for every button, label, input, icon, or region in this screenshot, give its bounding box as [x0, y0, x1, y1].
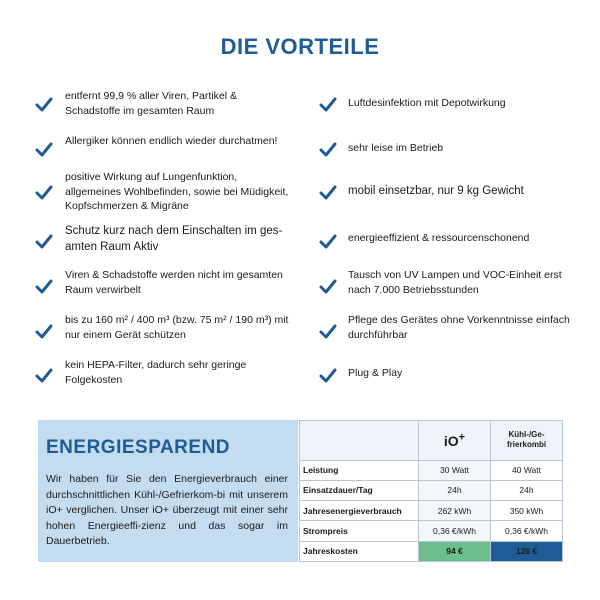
- io-value: 0,36 €/kWh: [419, 521, 491, 541]
- benefit-text: Viren & Schadstoffe werden nicht im gesamten Raum verwirbelt: [65, 269, 283, 296]
- checkmark-icon: [34, 183, 54, 203]
- io-plus-logo: iO+: [443, 431, 466, 450]
- row-label: Jahresenergieverbrauch: [300, 501, 419, 521]
- checkmark-icon: [34, 366, 54, 386]
- energy-info-box: [38, 420, 298, 562]
- benefit-text: Allergiker können endlich wieder durchatmen!: [65, 135, 278, 147]
- energy-description: Wir haben für Sie den Energieverbrauch einer durchschnittlichen Kühl-/Gefrierkom-bi mit unserem iO+ verglichen. Unser iO+ überzeugt mit einer sehr hohen Energieeffi-zienz und das sogar im Dauerbetrieb.: [46, 473, 288, 547]
- benefit-text: Tausch von UV Lampen und VOC-Einheit erst nach 7.000 Betriebsstunden: [348, 269, 562, 296]
- io-value: 30 Watt: [419, 460, 491, 480]
- table-row: [300, 480, 563, 500]
- page-title: DIE VORTEILE: [220, 34, 380, 59]
- benefit-text: entfernt 99,9 % aller Viren, Partikel & Schadstoffe im gesamten Raum: [65, 90, 237, 117]
- benefit-text: sehr leise im Betrieb: [348, 142, 444, 154]
- benefit-text: positive Wirkung auf Lungenfunktion, allgemeines Wohlbefinden, sowie bei Müdigkeit, Kopfschmerzen & Migräne: [65, 171, 289, 212]
- checkmark-icon: [34, 95, 54, 115]
- row-label: Leistung: [300, 460, 419, 480]
- benefit-text: Pflege des Gerätes ohne Vorkenntnisse einfach durchführbar: [348, 314, 570, 341]
- checkmark-icon: [318, 232, 338, 252]
- benefit-text: bis zu 160 m² / 400 m³ (bzw. 75 m² / 190 m³) mit nur einem Gerät schützen: [65, 314, 289, 341]
- benefit-text: Plug & Play: [348, 367, 403, 379]
- checkmark-icon: [318, 95, 338, 115]
- checkmark-icon: [34, 232, 54, 252]
- table-row: [300, 460, 563, 480]
- io-value: 262 kWh: [419, 501, 491, 521]
- column-header-io: [419, 421, 491, 461]
- table-row: [300, 521, 563, 541]
- combo-value: 24h: [491, 480, 563, 500]
- benefit-text: Luftdesinfektion mit Depotwirkung: [348, 97, 506, 109]
- combo-cost: 126 €: [491, 541, 563, 561]
- checkmark-icon: [318, 366, 338, 386]
- energy-title: ENERGIESPAREND: [46, 437, 231, 458]
- combo-value: 350 kWh: [491, 501, 563, 521]
- combo-value: 40 Watt: [491, 460, 563, 480]
- table-header-row: [300, 421, 563, 461]
- checkmark-icon: [34, 140, 54, 160]
- checkmark-icon: [318, 140, 338, 160]
- table-row: [300, 501, 563, 521]
- column-header-combo: Kühl-/Ge-frierkombi: [491, 421, 563, 461]
- checkmark-icon: [318, 183, 338, 203]
- combo-value: 0,36 €/kWh: [491, 521, 563, 541]
- table-row-cost: [300, 541, 563, 561]
- checkmark-icon: [34, 322, 54, 342]
- table-corner-cell: [300, 421, 419, 461]
- comparison-table: [299, 420, 563, 562]
- row-label: Strompreis: [300, 521, 419, 541]
- row-label: Einsatzdauer/Tag: [300, 480, 419, 500]
- benefit-text: mobil einsetzbar, nur 9 kg Gewicht: [348, 185, 524, 197]
- row-label: Jahreskosten: [300, 541, 419, 561]
- checkmark-icon: [318, 277, 338, 297]
- benefit-text: kein HEPA-Filter, dadurch sehr geringe Folgekosten: [65, 359, 247, 386]
- benefit-text: Schutz kurz nach dem Einschalten im ges-amten Raum Aktiv: [65, 225, 283, 253]
- checkmark-icon: [318, 322, 338, 342]
- energy-section: [38, 420, 562, 562]
- checkmark-icon: [34, 277, 54, 297]
- io-value: 24h: [419, 480, 491, 500]
- benefit-text: energieeffizient & ressourcenschonend: [348, 232, 530, 244]
- io-cost: 94 €: [419, 541, 491, 561]
